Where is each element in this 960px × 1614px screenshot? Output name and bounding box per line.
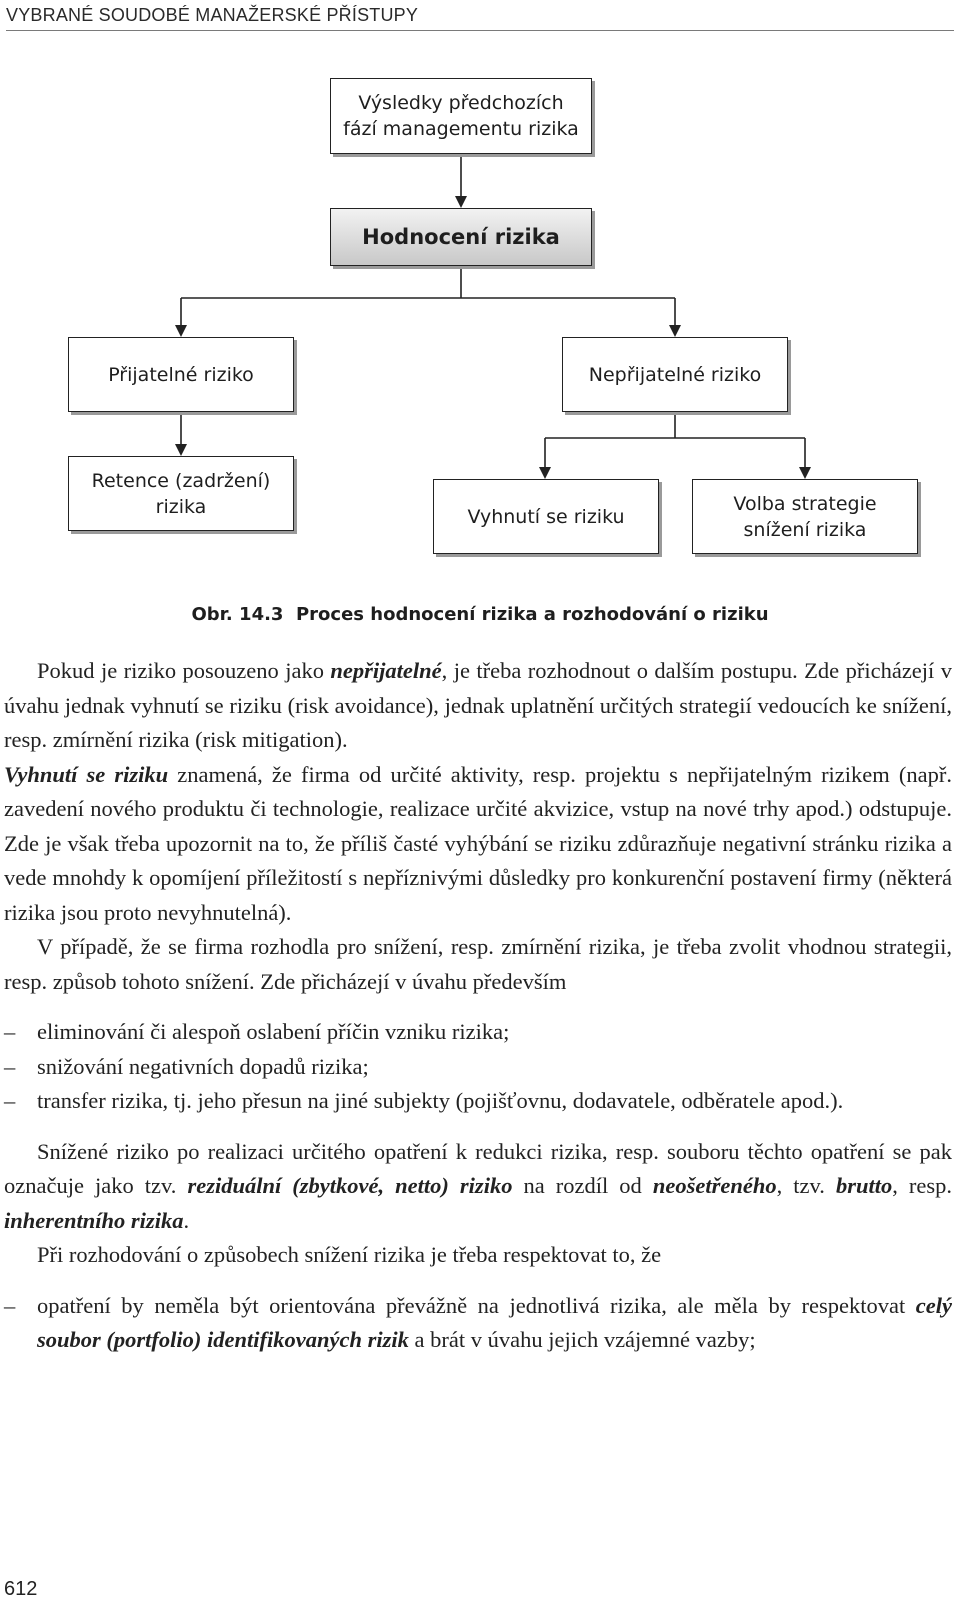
- arrowhead-assessment: [455, 196, 467, 208]
- header-title: VYBRANÉ SOUDOBÉ MANAŽERSKÉ PŘÍSTUPY: [6, 5, 419, 25]
- figure-caption-text: Obr. 14.3 Proces hodnocení rizika a rozhodování o riziku: [191, 604, 769, 625]
- node-avoidance-label: Vyhnutí se riziku: [467, 505, 625, 528]
- emphasis-avoidance: Vyhnutí se riziku: [4, 761, 169, 787]
- node-avoidance: [433, 479, 659, 554]
- list-item: – eliminování či alespoň oslabení příčin vzniku rizika;: [4, 1019, 510, 1044]
- paragraph-4: Při rozhodování o způsobech snížení rizika je třeba respektovat to, že: [37, 1242, 662, 1267]
- node-risk-assessment: [330, 208, 592, 266]
- risk-process-diagram: [0, 60, 960, 580]
- node-previous-results-line1: Výsledky předchozích: [358, 92, 564, 114]
- node-reduction-line2: snížení rizika: [743, 518, 867, 541]
- node-retention: [68, 456, 294, 531]
- emphasis-inherent-risk: inherentního rizika: [4, 1207, 184, 1233]
- list-item: – opatření by neměla být orientována převážně na jednotlivá rizika, ale měla by respektovat celý soubor (portfolio) identifikovaných rizik a brát v úvahu jejich vzájemné vazby;: [4, 1292, 952, 1352]
- arrowhead-retention: [175, 444, 187, 456]
- figure-caption: [0, 604, 960, 625]
- node-reduction-line1: Volba strategie: [733, 492, 877, 515]
- emphasis-unacceptable: nepřijatelné: [330, 658, 442, 683]
- node-unacceptable-risk-label: Nepřijatelné riziko: [588, 363, 762, 386]
- node-retention-line2: rizika: [155, 495, 207, 518]
- emphasis-residual-risk: reziduální (zbytkové, netto) riziko: [187, 1173, 513, 1198]
- node-previous-results-line2: fází managementu rizika: [343, 118, 579, 140]
- emphasis-brutto: brutto: [835, 1173, 893, 1198]
- body-text: [4, 654, 952, 1358]
- node-reduction-strategy: [692, 479, 918, 554]
- node-unacceptable-risk: [562, 337, 788, 412]
- node-risk-assessment-label: Hodnocení rizika: [362, 225, 560, 249]
- paragraph-1: Pokud je riziko posouzeno jako nepřijatelné, je třeba rozhodnout o dalším postupu. Zde přicházejí v úvahu jednak vyhnutí se riziku (risk avoidance), jednak uplatnění určitých strategií vedoucích ke snížení, resp. zmírnění rizika (risk mitigation). Vyhnutí se riziku znamená, že firma od určité aktivity, resp. projektu s nepřijatelným rizikem (např. zavedení nového produktu či technologie, realizace určité akvizice, vstup na nové trhy apod.) odstupuje. Zde je však třeba upozornit na to, že příliš časté vyhýbání se riziku zdůrazňuje negativní stránku rizika a vede mnohdy k opomíjení příležitostí s nepříznivými důsledky pro konkurenční postavení firmy (některá rizika jsou proto nevyhnutelná).: [4, 658, 952, 925]
- arrowhead-unacceptable: [669, 325, 681, 337]
- page-number: 612: [4, 1578, 38, 1600]
- paragraph-2: V případě, že se firma rozhodla pro snížení, resp. zmírnění rizika, je třeba zvolit vhodnou strategii, resp. způsob tohoto snížení. Zde přicházejí v úvahu především: [4, 934, 952, 994]
- emphasis-untreated: neošetřeného: [652, 1173, 777, 1198]
- running-header: [6, 2, 954, 31]
- paragraph-3: Snížené riziko po realizaci určitého opatření k redukci rizika, resp. souboru těchto opatření se pak označuje jako tzv. reziduální (zbytkové, netto) riziko na rozdíl od neošetřeného, tzv. brutto, resp. inherentního rizika.: [4, 1138, 952, 1233]
- node-acceptable-risk-label: Přijatelné riziko: [108, 363, 254, 386]
- arrowhead-acceptable: [175, 325, 187, 337]
- list-item: – snižování negativních dopadů rizika;: [4, 1053, 369, 1079]
- node-acceptable-risk: [68, 337, 294, 412]
- node-retention-line1: Retence (zadržení): [91, 469, 271, 492]
- arrowhead-avoidance: [539, 467, 551, 479]
- list-item: – transfer rizika, tj. jeho přesun na jiné subjekty (pojišťovnu, dodavatele, odběratele apod.).: [4, 1088, 844, 1113]
- emphasis-portfolio: celý soubor (portfolio) identifikovaných rizik: [37, 1292, 952, 1352]
- arrowhead-reduction: [799, 467, 811, 479]
- node-previous-results: [330, 78, 592, 154]
